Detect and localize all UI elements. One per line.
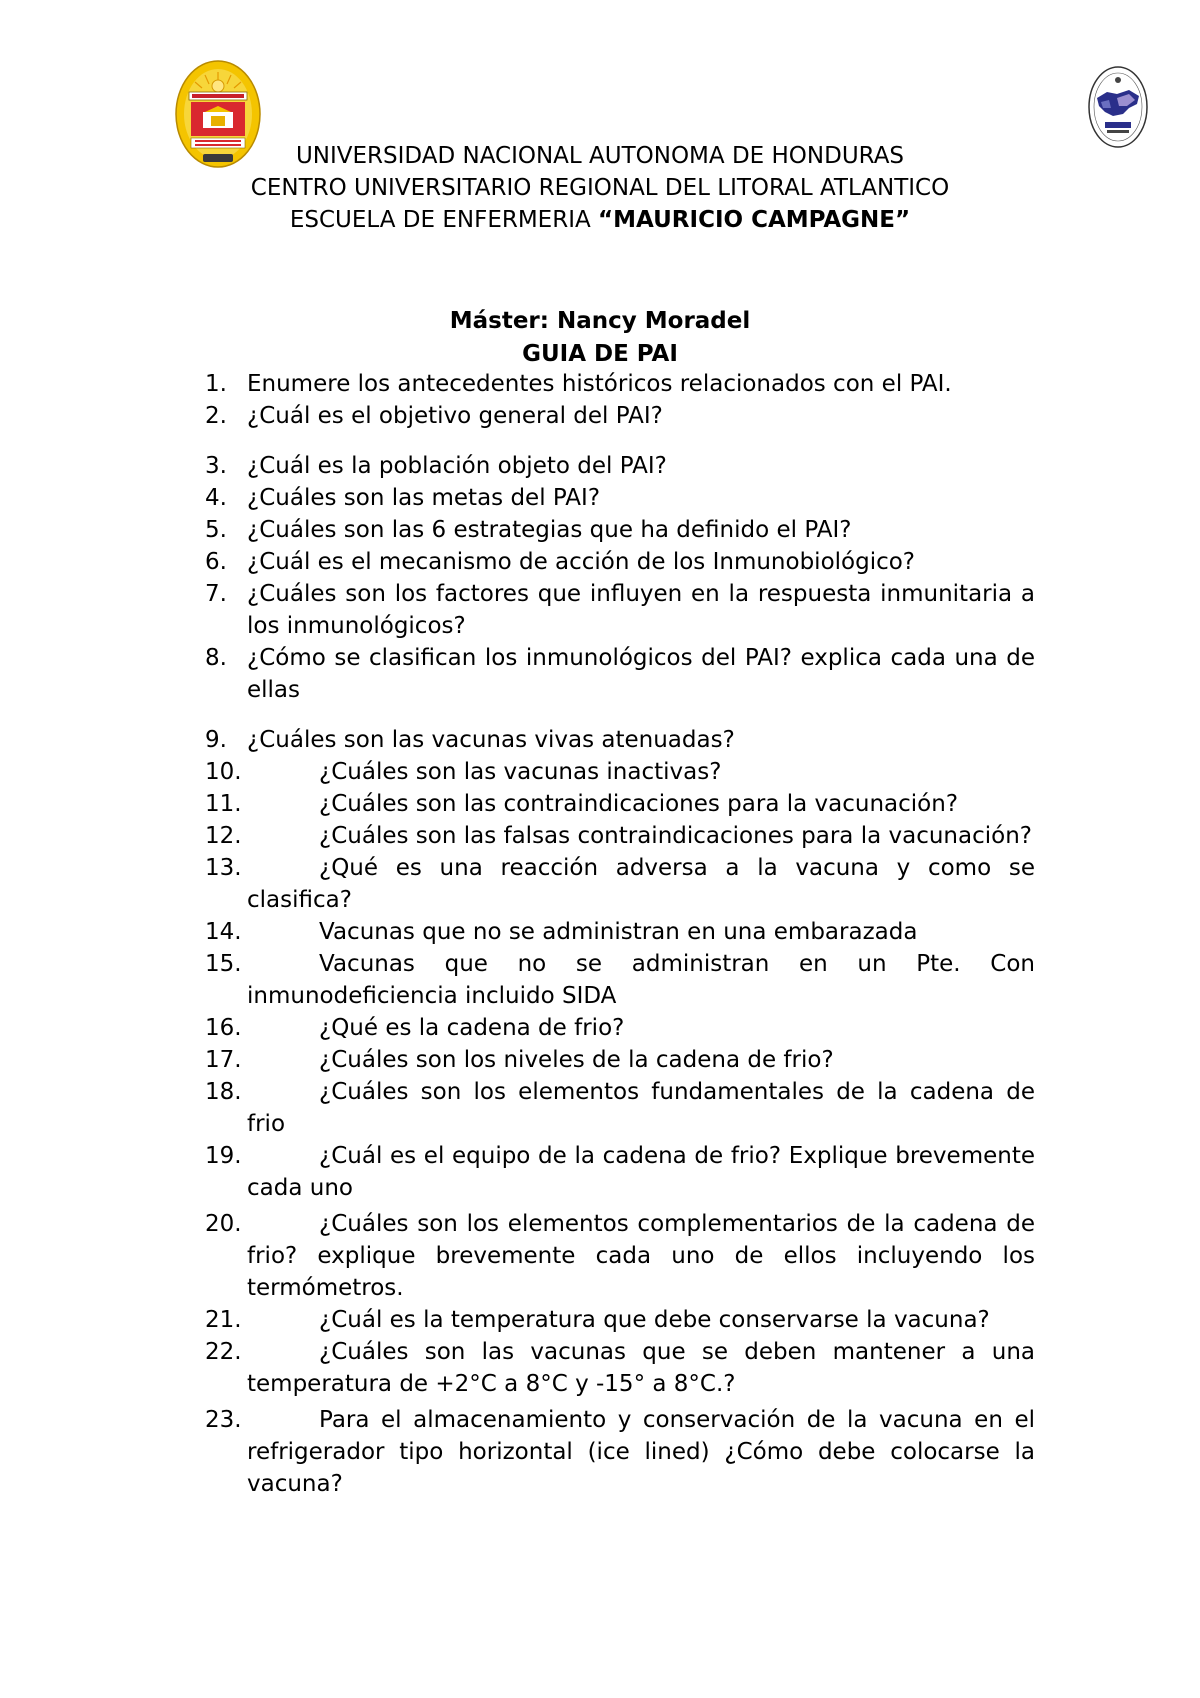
question-number: 18. xyxy=(205,1079,242,1105)
question-text: Para el almacenamiento y conservación de la vacuna en el refrigerador tipo horizontal (ice lined) ¿Cómo debe colocarse la vacuna? xyxy=(247,1407,1035,1497)
question-item xyxy=(205,756,1035,788)
question-item xyxy=(205,450,1035,482)
question-text: ¿Cuál es el objetivo general del PAI? xyxy=(247,403,663,429)
question-list xyxy=(205,368,1035,1500)
question-item xyxy=(205,916,1035,948)
question-text: ¿Cuál es la temperatura que debe conservarse la vacuna? xyxy=(319,1307,990,1333)
question-text: Vacunas que no se administran en una embarazada xyxy=(319,919,918,945)
institution-header xyxy=(0,140,1200,236)
honduras-map-seal-logo xyxy=(1087,64,1149,150)
question-item xyxy=(205,1012,1035,1044)
question-item xyxy=(205,1304,1035,1336)
question-text: ¿Cuáles son las vacunas que se deben mantener a una temperatura de +2°C a 8°C y -15° a 8°C.? xyxy=(247,1339,1035,1397)
question-item xyxy=(205,368,1035,400)
question-item xyxy=(205,1336,1035,1400)
question-number: 16. xyxy=(205,1015,242,1041)
question-text: ¿Cómo se clasifican los inmunológicos del PAI? explica cada una de ellas xyxy=(247,645,1035,703)
document-titles xyxy=(0,305,1200,371)
question-item xyxy=(205,482,1035,514)
master-name: Máster: Nancy Moradel xyxy=(449,308,751,334)
question-text: ¿Cuáles son las falsas contraindicaciones para la vacunación? xyxy=(319,823,1032,849)
question-number: 23. xyxy=(205,1407,242,1433)
question-item xyxy=(205,546,1035,578)
question-number: 12. xyxy=(205,823,242,849)
question-text: ¿Cuáles son las 6 estrategias que ha definido el PAI? xyxy=(247,517,852,543)
question-text: ¿Cuáles son los elementos fundamentales de la cadena de frio xyxy=(247,1079,1035,1137)
question-number: 14. xyxy=(205,919,242,945)
question-number: 13. xyxy=(205,855,242,881)
question-item xyxy=(205,852,1035,916)
question-text: ¿Qué es la cadena de frio? xyxy=(319,1015,625,1041)
question-number: 11. xyxy=(205,791,242,817)
question-number: 4. xyxy=(205,485,227,511)
header-university: UNIVERSIDAD NACIONAL AUTONOMA DE HONDURAS xyxy=(295,143,905,169)
question-item xyxy=(205,1140,1035,1204)
question-item xyxy=(205,788,1035,820)
question-number: 3. xyxy=(205,453,227,479)
header-school-name: “MAURICIO CAMPAGNE” xyxy=(598,207,911,233)
question-number: 20. xyxy=(205,1211,242,1237)
question-text: Enumere los antecedentes históricos relacionados con el PAI. xyxy=(247,371,952,397)
question-number: 22. xyxy=(205,1339,242,1365)
question-item xyxy=(205,724,1035,756)
question-number: 15. xyxy=(205,951,242,977)
question-number: 6. xyxy=(205,549,227,575)
question-number: 5. xyxy=(205,517,227,543)
question-text: ¿Cuáles son las contraindicaciones para la vacunación? xyxy=(319,791,959,817)
question-number: 19. xyxy=(205,1143,242,1169)
question-text: ¿Cuáles son las vacunas vivas atenuadas? xyxy=(247,727,735,753)
question-number: 7. xyxy=(205,581,227,607)
question-text: ¿Cuál es la población objeto del PAI? xyxy=(247,453,667,479)
question-item xyxy=(205,820,1035,852)
header-school xyxy=(0,204,1200,236)
question-text: ¿Cuál es el equipo de la cadena de frio? Explique brevemente cada uno xyxy=(247,1143,1035,1201)
question-text: Vacunas que no se administran en un Pte. Con inmunodeficiencia incluido SIDA xyxy=(247,951,1035,1009)
question-text: ¿Cuáles son los elementos complementarios de la cadena de frio? explique brevemente cada uno de ellos incluyendo los termómetros. xyxy=(247,1211,1035,1301)
question-item xyxy=(205,1208,1035,1304)
question-number: 9. xyxy=(205,727,227,753)
question-number: 2. xyxy=(205,403,227,429)
question-item xyxy=(205,578,1035,642)
question-number: 1. xyxy=(205,371,227,397)
question-text: ¿Cuáles son los factores que influyen en la respuesta inmunitaria a los inmunológicos? xyxy=(247,581,1035,639)
guide-title: GUIA DE PAI xyxy=(522,341,678,367)
question-item xyxy=(205,1076,1035,1140)
question-item xyxy=(205,514,1035,546)
question-text: ¿Qué es una reacción adversa a la vacuna y como se clasifica? xyxy=(247,855,1035,913)
header-center: CENTRO UNIVERSITARIO REGIONAL DEL LITORAL ATLANTICO xyxy=(250,175,950,201)
question-item xyxy=(205,948,1035,1012)
question-text: ¿Cuáles son los niveles de la cadena de frio? xyxy=(319,1047,834,1073)
question-number: 8. xyxy=(205,645,227,671)
question-item xyxy=(205,1044,1035,1076)
question-number: 21. xyxy=(205,1307,242,1333)
question-text: ¿Cuáles son las metas del PAI? xyxy=(247,485,601,511)
question-number: 10. xyxy=(205,759,242,785)
question-text: ¿Cuáles son las vacunas inactivas? xyxy=(319,759,722,785)
question-item xyxy=(205,400,1035,432)
question-number: 17. xyxy=(205,1047,242,1073)
question-item xyxy=(205,642,1035,706)
question-item xyxy=(205,1404,1035,1500)
question-text: ¿Cuál es el mecanismo de acción de los Inmunobiológico? xyxy=(247,549,916,575)
header-school-prefix: ESCUELA DE ENFERMERIA xyxy=(289,207,599,233)
